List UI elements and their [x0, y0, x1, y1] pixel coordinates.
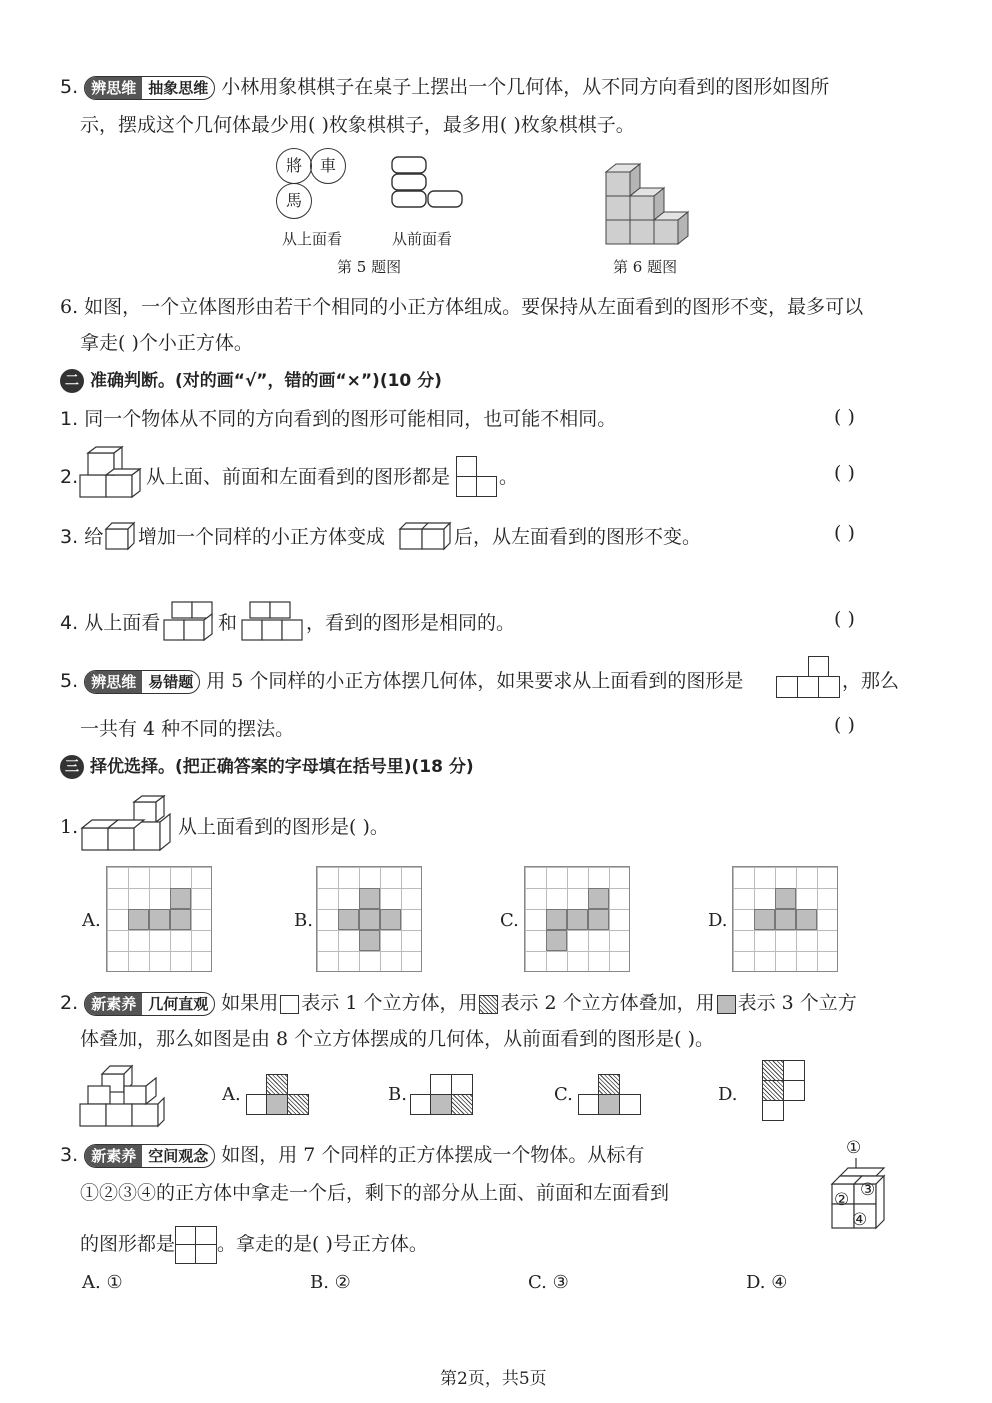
choice-q1-option-a-label[interactable]: A. [82, 910, 101, 931]
choice-q3-line2: ①②③④的正方体中拿走一个后，剩下的部分从上面、前面和左面看到 [80, 1182, 670, 1204]
choice-q2-option-d-label[interactable]: D. [718, 1084, 738, 1105]
judge-item-2: 2. [60, 466, 79, 488]
judge-item-2-end: 。 [499, 466, 519, 488]
judge-5-tag: 辨思维 易错题 [84, 670, 200, 694]
q5-tag: 辨思维 抽象思维 [84, 76, 215, 100]
choice-q1-option-d-label[interactable]: D. [708, 910, 728, 931]
cube-label-1: ① [846, 1138, 862, 1158]
choice-q2-tag: 新素养 几何直观 [84, 992, 215, 1016]
choice-q2-option-c-label[interactable]: C. [554, 1084, 573, 1105]
chess-piece-ju: 車 [310, 148, 346, 184]
cube-label-3: ③ [860, 1180, 876, 1200]
shape-square [808, 656, 829, 677]
choice-q3-tag: 新素养 空间观念 [84, 1144, 215, 1168]
choice-q1-option-d-grid[interactable] [732, 866, 838, 972]
judge-item-1: 1. 同一个物体从不同的方向看到的图形可能相同，也可能不相同。 [60, 408, 617, 430]
chess-piece-ma: 馬 [276, 183, 312, 219]
choice-q3-option-c[interactable]: C. ③ [528, 1272, 569, 1293]
judge-item-5-end: ，那么 [842, 670, 900, 692]
judge-4-cube-figure-a [160, 598, 216, 644]
shape-square [818, 676, 840, 698]
judge-3-single-cube [104, 521, 136, 551]
shape-square [456, 456, 477, 477]
judge-item-3-post: 后，从左面看到的图形不变。 [454, 526, 702, 548]
choice-q2-option-b-label[interactable]: B. [388, 1084, 407, 1105]
answer-paren-5[interactable]: ( ) [834, 714, 855, 736]
shape-square [776, 676, 798, 698]
q5-caption-top: 从上面看 [282, 230, 343, 248]
choice-q3-option-d[interactable]: D. ④ [746, 1272, 788, 1293]
legend-hatched-square [479, 995, 498, 1014]
judge-item-4-mid: 和 [218, 612, 238, 634]
q6-line2: 拿走( )个小正方体。 [80, 332, 253, 354]
q5-line1: 5. 辨思维 抽象思维 小林用象棋棋子在桌子上摆出一个几何体，从不同方向看到的图形如图所 [60, 76, 830, 98]
legend-white-square [280, 995, 299, 1014]
section-2-heading: 二 准确判断。(对的画“√”，错的画“×”)(10 分) [60, 368, 442, 394]
choice-q1-option-c-label[interactable]: C. [500, 910, 519, 931]
answer-paren-3[interactable]: ( ) [834, 522, 855, 544]
chess-piece-jiang: 將 [276, 148, 312, 184]
q5-figure-caption: 第 5 题图 [337, 258, 402, 276]
legend-gray-square [717, 995, 736, 1014]
answer-paren-2[interactable]: ( ) [834, 462, 855, 484]
choice-q1-option-a-grid[interactable] [106, 866, 212, 972]
answer-paren-1[interactable]: ( ) [834, 406, 855, 428]
choice-q3-line3: 的图形都是 。拿走的是( )号正方体。 [80, 1226, 428, 1264]
q6-line1: 6. 如图，一个立体图形由若干个相同的小正方体组成。要保持从左面看到的图形不变，最多可以 [60, 296, 864, 318]
answer-paren-4[interactable]: ( ) [834, 608, 855, 630]
choice-q2-line2: 体叠加，那么如图是由 8 个立方体摆成的几何体，从前面看到的图形是( )。 [80, 1028, 715, 1050]
judge-item-3: 3. 给 [60, 526, 104, 548]
section-3-heading: 三 择优选择。(把正确答案的字母填在括号里)(18 分) [60, 754, 474, 780]
judge-2-cube-figure [76, 445, 142, 501]
judge-item-5: 5. 辨思维 易错题 用 5 个同样的小正方体摆几何体，如果要求从上面看到的图形是 [60, 670, 744, 692]
q3-answer-shape [175, 1226, 217, 1264]
q6-cube-figure [600, 160, 700, 250]
choice-q2-cube-figure [76, 1060, 166, 1130]
choice-q1-option-c-grid[interactable] [524, 866, 630, 972]
judge-item-4-post: ，看到的图形是相同的。 [306, 612, 516, 634]
judge-item-5-line2: 一共有 4 种不同的摆法。 [80, 718, 295, 740]
judge-item-3-mid: 增加一个同样的小正方体变成 [138, 526, 386, 548]
shape-square [797, 676, 819, 698]
q6-figure-caption: 第 6 题图 [613, 258, 678, 276]
judge-item-2-text: 从上面、前面和左面看到的图形都是 [146, 466, 451, 488]
choice-q1-option-b-label[interactable]: B. [294, 910, 313, 931]
q5-front-view-figure [388, 155, 468, 211]
shape-square [476, 476, 497, 497]
page-footer: 第2页，共5页 [440, 1369, 547, 1389]
choice-q1-cube-figure [78, 792, 178, 856]
choice-q3-line1: 3. 新素养 空间观念 如图，用 7 个同样的正方体摆成一个物体。从标有 [60, 1144, 645, 1166]
judge-3-double-cube [398, 521, 452, 551]
choice-q1-text: 从上面看到的图形是( )。 [178, 816, 389, 838]
q5-line2: 示，摆成这个几何体最少用( )枚象棋棋子，最多用( )枚象棋棋子。 [80, 114, 635, 136]
choice-q3-option-a[interactable]: A. ① [82, 1272, 123, 1293]
choice-q1-num: 1. [60, 816, 79, 838]
shape-square [456, 476, 477, 497]
cube-label-2: ② [834, 1190, 850, 1210]
choice-q1-option-b-grid[interactable] [316, 866, 422, 972]
q5-caption-front: 从前面看 [392, 230, 453, 248]
judge-4-cube-figure-b [238, 598, 306, 644]
choice-q3-option-b[interactable]: B. ② [310, 1272, 351, 1293]
choice-q2-option-a-label[interactable]: A. [222, 1084, 241, 1105]
cube-label-4: ④ [852, 1210, 868, 1230]
choice-q2-line1: 2. 新素养 几何直观 如果用 表示 1 个立方体，用 表示 2 个立方体叠加，用 表示 3 个立方 [60, 992, 857, 1014]
judge-item-4: 4. 从上面看 [60, 612, 161, 634]
